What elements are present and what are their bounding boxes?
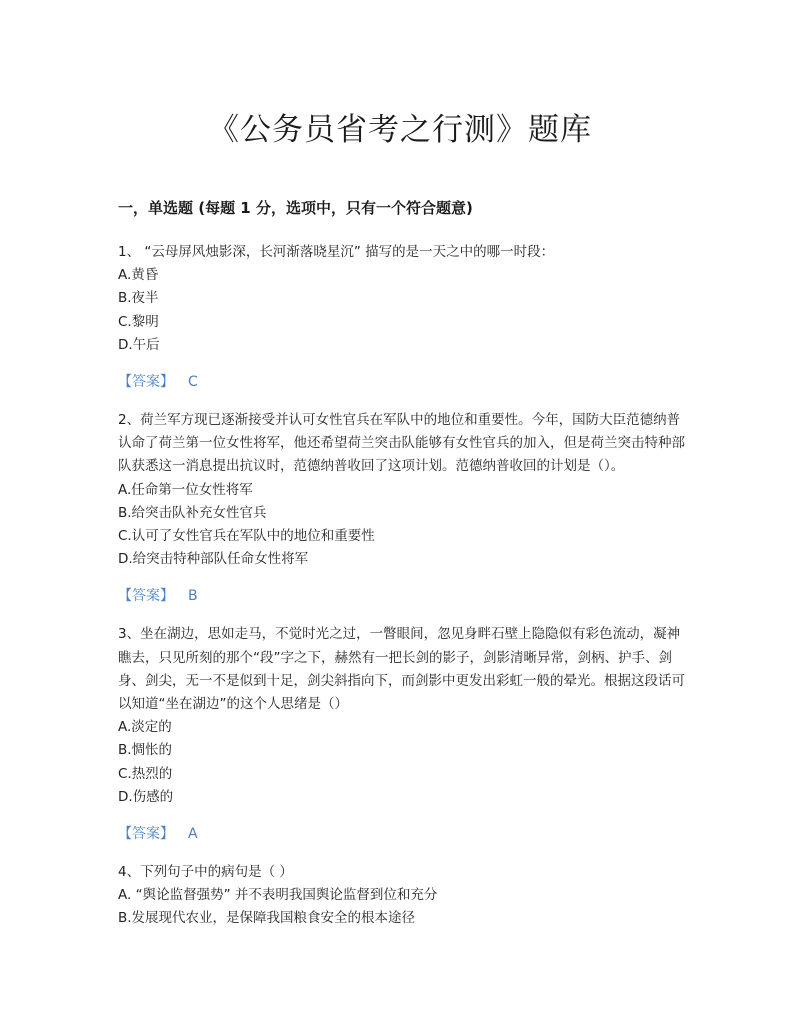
- answer-line: [118, 823, 688, 845]
- option-a: A.黄昏: [118, 267, 159, 284]
- option-b: B.惆怅的: [118, 742, 173, 759]
- option-a: A. “舆论监督强势” 并不表明我国舆论监督到位和充分: [118, 887, 438, 904]
- answer-label: 【答案】: [118, 588, 174, 605]
- question-2: [118, 409, 688, 607]
- answer-value: B: [188, 588, 198, 605]
- option-c: C.认可了女性官兵在军队中的地位和重要性: [118, 528, 375, 545]
- question-stem: 1、 “云母屏风烛影深，长河渐落晓星沉” 描写的是一天之中的哪一时段：: [118, 244, 555, 260]
- question-stem: 2、荷兰军方现已逐渐接受并认可女性官兵在军队中的地位和重要性。今年，国防大臣范德纳普认命了荷兰第一位女性将军，他还希望荷兰突击队能够有女性官兵的加入，但是荷兰突击特种部队获悉这一消息提出抗议时，范德纳普收回了这项计划。范德纳普收回的计划是（）。: [118, 412, 685, 475]
- option-a: A.任命第一位女性将军: [118, 481, 253, 498]
- option-b: B.给突击队补充女性官兵: [118, 504, 267, 521]
- option-d: D.午后: [118, 336, 160, 353]
- question-stem: 3、坐在湖边，思如走马，不觉时光之过，一瞥眼间，忽见身畔石壁上隐隐似有彩色流动，凝神瞧去，只见所刻的那个“段”字之下，赫然有一把长剑的影子，剑影清晰异常，剑柄、护手、剑身、剑尖，无一不是似到十足，剑尖斜指向下，而剑影中更发出彩虹一般的晕光。根据这段话可以知道“坐在湖边”的这个人思绪是（）: [118, 626, 685, 713]
- question-4: [118, 861, 688, 931]
- option-a: A.淡定的: [118, 719, 172, 736]
- question-list: [118, 241, 688, 931]
- option-b: B.夜半: [118, 290, 159, 307]
- document-title: 《公务员省考之行测》题库: [208, 112, 592, 148]
- answer-value: A: [188, 826, 198, 843]
- section-heading: 一，单选题 (每题 1 分，选项中，只有一个符合题意): [118, 199, 473, 217]
- answer-label: 【答案】: [118, 374, 174, 391]
- question-1: [118, 241, 688, 393]
- answer-line: [118, 585, 688, 607]
- question-3: [118, 623, 688, 845]
- option-d: D.给突击特种部队任命女性将军: [118, 551, 309, 568]
- answer-value: C: [188, 374, 198, 391]
- answer-line: [118, 371, 688, 393]
- question-stem: 4、下列句子中的病句是（ ）: [118, 864, 293, 881]
- option-d: D.伤感的: [118, 788, 174, 805]
- option-b: B.发展现代农业，是保障我国粮食安全的根本途径: [118, 910, 416, 927]
- answer-label: 【答案】: [118, 826, 174, 843]
- option-c: C.黎明: [118, 313, 159, 330]
- option-c: C.热烈的: [118, 765, 173, 782]
